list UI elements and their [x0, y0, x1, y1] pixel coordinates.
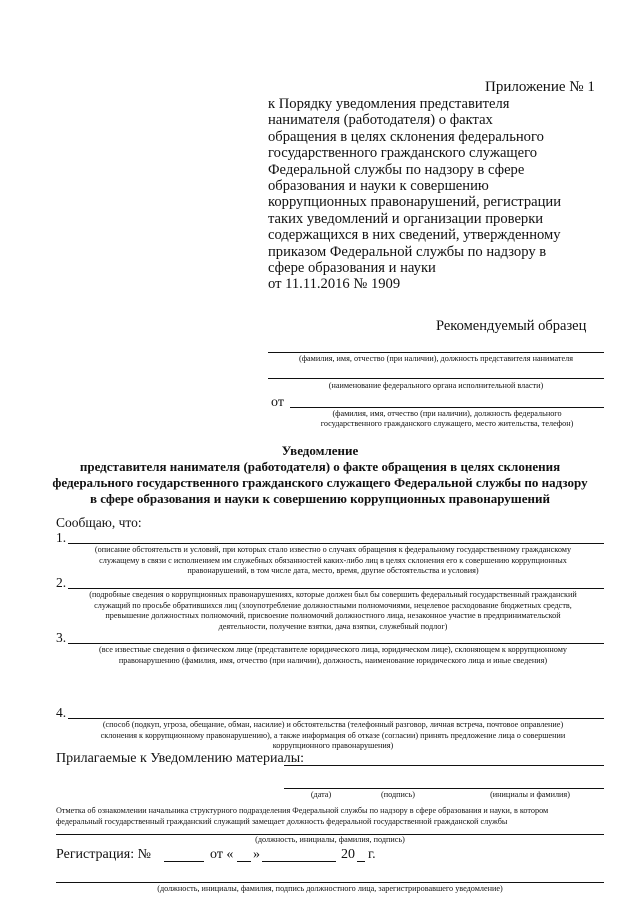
- item-hint: [62, 720, 604, 752]
- appendix-text: [268, 96, 608, 293]
- attached-line: [284, 765, 604, 766]
- appendix-line: таких уведомлений и организации проверки: [268, 210, 544, 227]
- hint-line: превышение должностных полномочий, присвоение полномочий должностного лица, незаконное участие в предпринимательской: [105, 611, 561, 620]
- item-hint: [62, 590, 604, 632]
- ack-line: федеральный государственный гражданский служащий замещает должность федеральной государственной гражданской службы: [56, 816, 508, 826]
- title-line: федерального государственного гражданского служащего Федеральной службы по надзору: [52, 475, 588, 490]
- registration-month-field[interactable]: [262, 861, 336, 862]
- hint-line: коррупционного правонарушения): [272, 741, 394, 750]
- ack-hint: (должность, инициалы, фамилия, подпись): [255, 835, 405, 844]
- hint-line: правонарушений, в том числе дата, место, время, другие обстоятельства и условия): [187, 566, 479, 575]
- item-line: [68, 718, 604, 719]
- hint-line: правонарушению (фамилия, имя, отчество (при наличии), должность, наименование юридического лица и иные сведения): [118, 655, 548, 665]
- initials-hint: (инициалы и фамилия): [490, 790, 570, 799]
- appendix-line: содержащихся в них сведений, утвержденному: [268, 227, 561, 244]
- recipient-hint-2: (наименование федерального органа исполнительной власти): [328, 381, 544, 390]
- hint-line: (все известные сведения о физическом лице (представителе юридического лица, юридическом лице), склоняющем к коррупционному: [98, 645, 568, 654]
- ack-text: [56, 806, 606, 827]
- signature-hint: (подпись): [381, 790, 415, 799]
- registration-number-field[interactable]: [164, 861, 204, 862]
- appendix-line: нанимателя (работодателя) о фактах: [268, 112, 493, 129]
- item-number: 2.: [56, 575, 67, 590]
- registration-hint: (должность, инициалы, фамилия, подпись должностного лица, зарегистрировавшего уведомление): [157, 884, 503, 893]
- hint-line: (способ (подкуп, угроза, обещание, обман, насилие) и обстоятельства (телефонный разговор, личная встреча, почтовое оправление): [102, 720, 564, 729]
- intro-text: Сообщаю, что:: [56, 515, 142, 530]
- item-line: [68, 643, 604, 644]
- registration-day-field[interactable]: [237, 861, 251, 862]
- recipient-hint-1: (фамилия, имя, отчество (при наличии), должность представителя нанимателя: [299, 354, 573, 363]
- appendix-line: обращения в целях склонения федерального: [268, 128, 544, 145]
- appendix-line: коррупционных правонарушений, регистрации: [268, 194, 562, 211]
- recipient-line-1: [268, 352, 604, 353]
- from-label: от: [271, 395, 284, 410]
- date-hint: (дата): [310, 790, 332, 799]
- appendix-line: к Порядку уведомления представителя: [268, 96, 510, 112]
- sample-label: Рекомендуемый образец: [436, 318, 587, 334]
- title-line: Уведомление: [281, 443, 359, 458]
- signature-line: [284, 788, 604, 789]
- recipient-hint-3b: государственного гражданского служащего, место жительства, телефон): [320, 419, 574, 428]
- item-line: [68, 543, 604, 544]
- recipient-line-2: [268, 378, 604, 379]
- item-number: 3.: [56, 630, 67, 645]
- title-line: представителя нанимателя (работодателя) о факте обращения в целях склонения: [79, 459, 561, 474]
- ack-line: Отметка об ознакомлении начальника структурного подразделения Федеральной службы по надзору в сфере образования и науки, в котором: [56, 806, 549, 815]
- item-number: 1.: [56, 530, 67, 545]
- title-line: в сфере образования и науки к совершению коррупционных правонарушений: [89, 491, 550, 506]
- notice-title: [40, 443, 600, 507]
- appendix-line: приказом Федеральной службы по надзору в: [268, 243, 547, 260]
- registration-row: [56, 847, 151, 863]
- item-line: [68, 588, 604, 589]
- registration-quote: »: [253, 847, 260, 862]
- attached-label: Прилагаемые к Уведомлению материалы:: [56, 751, 305, 766]
- appendix-line: сфере образования и науки: [268, 260, 436, 277]
- registration-label: Регистрация: №: [56, 847, 151, 862]
- hint-line: служащий по просьбе обратившихся лиц (злоупотребление должностными полномочиями, нецелевое расходование бюджетных средств,: [94, 600, 572, 610]
- hint-line: служащему в связи с исполнением им служебных обязанностей каких-либо лиц в целях склонения его к совершению коррупционных: [99, 555, 567, 565]
- item-hint: [62, 545, 604, 577]
- item-hint: [62, 645, 604, 666]
- hint-line: (подробные сведения о коррупционных правонарушениях, которые должен был бы совершить федеральный государственный гражданский: [89, 590, 577, 599]
- hint-line: склонения к коррупционному правонарушению), а также информация об отказе (согласии) принять предложение лица о совершении: [100, 730, 566, 740]
- appendix-line: образования и науки к совершению: [268, 178, 489, 195]
- registration-year-field[interactable]: [357, 861, 365, 862]
- registration-year: 20: [341, 847, 355, 862]
- registration-year-suffix: г.: [368, 847, 376, 862]
- item-number: 4.: [56, 705, 67, 720]
- registration-sign-line: [56, 882, 604, 883]
- appendix-line: Федеральной службы по надзору в сфере: [268, 161, 525, 178]
- appendix-line: государственного гражданского служащего: [268, 145, 538, 162]
- recipient-line-3: [290, 407, 604, 408]
- hint-line: деятельности, получение взятки, дача взятки, служебный подлог): [218, 621, 448, 631]
- appendix-heading: Приложение № 1: [485, 79, 595, 95]
- hint-line: (описание обстоятельств и условий, при которых стало известно о случаях обращения к федеральному государственному гражданскому: [94, 545, 572, 554]
- appendix-line: от 11.11.2016 № 1909: [268, 276, 401, 293]
- recipient-hint-3a: (фамилия, имя, отчество (при наличии), должность федерального: [332, 409, 562, 418]
- registration-from: от «: [210, 847, 234, 862]
